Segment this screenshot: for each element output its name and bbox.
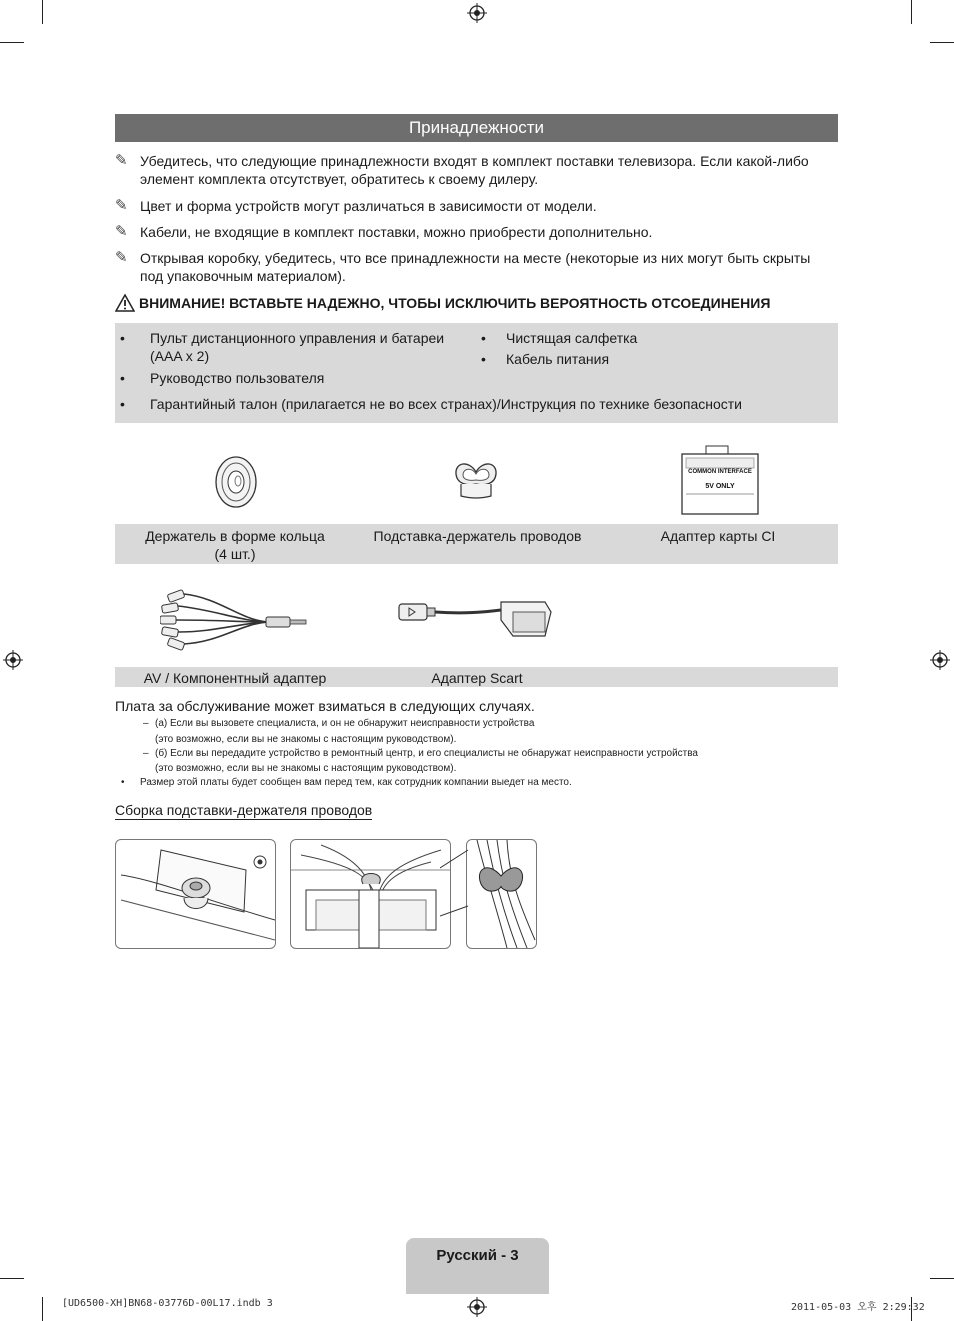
assembly-heading: Сборка подставки-держателя проводов — [115, 802, 373, 818]
list-item-text: Пульт дистанционного управления и батареи (AAA x 2) — [150, 330, 445, 364]
note-text: Открывая коробку, убедитесь, что все принадлежности на месте (некоторые из них могут быть скрыты под упаковочным материалом). — [140, 250, 811, 284]
section-title-bar — [115, 114, 838, 142]
assembly-step-3-illustration — [466, 839, 537, 949]
registration-mark-icon — [930, 650, 950, 670]
service-fee-text: Плата за обслуживание может взиматься в следующих случаях. — [115, 698, 535, 714]
crop-mark — [0, 1278, 24, 1279]
cable-holder-caption: Подставка-держатель проводов — [373, 528, 582, 544]
list-item-text: Чистящая салфетка — [506, 330, 638, 346]
scart-adapter-caption: Адаптер Scart — [431, 670, 523, 686]
av-component-adapter-icon — [160, 584, 310, 652]
ring-holder-caption — [125, 527, 345, 563]
registration-mark-icon — [467, 3, 487, 23]
caption-line: Держатель в форме кольца — [145, 528, 325, 544]
pencil-note-icon: ✎ — [115, 249, 128, 266]
pencil-note-icon: ✎ — [115, 223, 128, 240]
list-item — [120, 395, 820, 413]
callout-line-icon — [440, 848, 470, 918]
warning-line — [115, 294, 770, 312]
crop-mark — [42, 0, 43, 24]
crop-mark — [930, 1278, 954, 1279]
pencil-note-icon: ✎ — [115, 197, 128, 214]
service-case-a: (а) Если вы вызовете специалиста, и он не обнаружит неисправности устройства — [155, 718, 535, 729]
note-text: Кабели, не входящие в комплект поставки, можно приобрести дополнительно. — [140, 224, 653, 240]
footer-timestamp: 2011-05-03 오후 2:29:32 — [791, 1302, 925, 1313]
ring-holder-icon — [214, 455, 258, 509]
service-case-b-note: (это возможно, если вы не знакомы с настоящим руководством). — [155, 763, 457, 774]
list-item — [481, 350, 821, 368]
crop-mark — [42, 1297, 43, 1321]
bullet: • — [481, 330, 486, 346]
page-number-tab — [406, 1238, 549, 1294]
bullet: • — [120, 330, 125, 346]
crop-mark — [911, 0, 912, 24]
note-item — [115, 249, 835, 285]
bullet: • — [120, 396, 125, 412]
ci-label-bottom: 5V ONLY — [705, 483, 735, 490]
cable-holder-icon — [451, 458, 501, 502]
list-item — [481, 329, 821, 347]
list-item — [120, 369, 460, 387]
list-item-text: Гарантийный талон (прилагается не во всех странах)/Инструкция по технике безопасности — [150, 396, 742, 412]
page-title: Принадлежности — [408, 118, 545, 137]
registration-mark-icon — [3, 650, 23, 670]
dash-marker: – — [143, 748, 149, 759]
list-item-text: Руководство пользователя — [150, 370, 325, 386]
cable-routing-icon — [291, 840, 450, 948]
note-item — [115, 197, 835, 215]
tv-back-attach-icon — [116, 840, 275, 948]
page-number: Русский - 3 — [436, 1247, 519, 1264]
scart-adapter-icon — [395, 598, 555, 642]
bullet: • — [481, 351, 486, 367]
caption-line: (4 шт.) — [214, 546, 256, 562]
dash-marker: – — [143, 718, 149, 729]
pencil-note-icon: ✎ — [115, 152, 128, 169]
note-text: Цвет и форма устройств могут различаться в зависимости от модели. — [140, 198, 597, 214]
list-item — [120, 329, 460, 365]
registration-mark-icon — [467, 1297, 487, 1317]
assembly-step-2-illustration — [290, 839, 451, 949]
service-case-a-note: (это возможно, если вы не знакомы с настоящим руководством). — [155, 734, 457, 745]
note-text: Убедитесь, что следующие принадлежности входят в комплект поставки телевизора. Если какой-либо элемент комплекта отсутствует, обратитесь к своему дилеру. — [140, 153, 809, 187]
ci-adapter-caption: Адаптер карты CI — [660, 528, 776, 544]
bullet: • — [120, 370, 125, 386]
crop-mark — [0, 42, 24, 43]
note-item — [115, 152, 835, 188]
service-fee-note: Размер этой платы будет сообщен вам перед тем, как сотрудник компании выедет на место. — [140, 777, 572, 788]
list-item-text: Кабель питания — [506, 351, 610, 367]
service-case-b: (б) Если вы передадите устройство в ремонтный центр, и его специалисты не обнаружат неисправности устройства — [155, 748, 698, 759]
warning-triangle-icon — [115, 294, 135, 312]
footer-file-info: [UD6500-XH]BN68-03776D-00L17.indb 3 — [62, 1298, 273, 1309]
warning-text: ВНИМАНИЕ! ВСТАВЬТЕ НАДЕЖНО, ЧТОБЫ ИСКЛЮЧИТЬ ВЕРОЯТНОСТЬ ОТСОЕДИНЕНИЯ — [139, 295, 771, 311]
note-item — [115, 223, 835, 241]
av-adapter-caption: AV / Компонентный адаптер — [143, 670, 327, 686]
bullet: • — [121, 777, 125, 788]
ci-card-adapter-icon — [676, 444, 764, 516]
ci-label-top: COMMON INTERFACE — [688, 469, 752, 475]
crop-mark — [930, 42, 954, 43]
assembly-step-1-illustration — [115, 839, 276, 949]
ring-holder-closeup-icon — [467, 840, 536, 948]
